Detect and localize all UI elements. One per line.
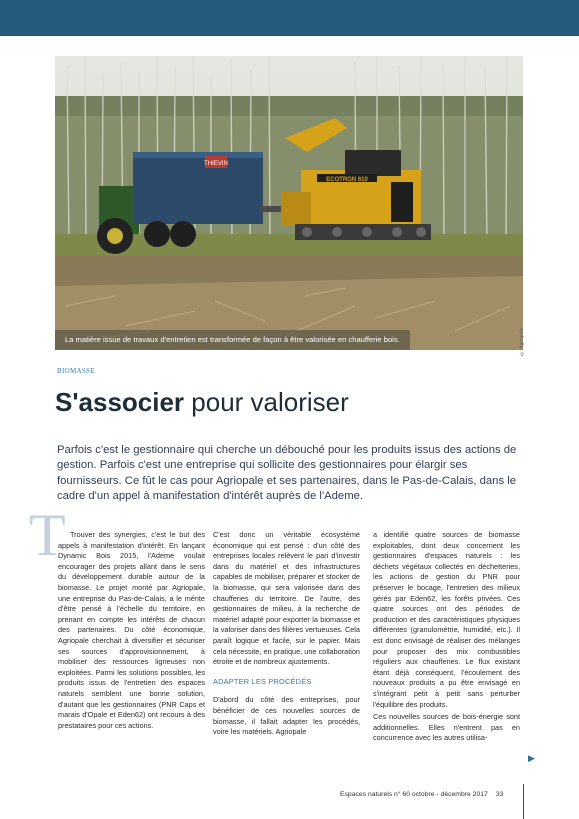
section-subheading: ADAPTER LES PROCÉDÉS	[213, 676, 312, 686]
text-column-2	[213, 530, 360, 738]
footer-divider	[523, 784, 524, 819]
photo-caption: La matière issue de travaux d'entretien est transformée de façon à être valorisée en chaufferie bois.	[55, 330, 410, 350]
harvest-photo-illustration	[55, 56, 523, 350]
paragraph: a identifié quatre sources de biomasse exploitables, dont deux concernent les gestionnaires d'espaces naturels : les déchets végétaux collectés en déchetteries, les actions de gestion du PNR pour préserver le bocage, l'entretien des milieux gérés par Eden62, les forêts privées. Ces quatre sources ont des périodes de production et des caractéristiques physiques différentes (granulométrie, humidité, etc.). Il est donc envisagé de réaliser des mélanges pour proposer des mix combustibles réguliers aux chaufferies. Le flux existant étant déjà conséquent, l'écoulement des nouveaux produits a pu être envisagé en s'intégrant petit à petit sans perturber l'équilibre des produits.	[373, 530, 520, 709]
page-number: 33	[495, 791, 504, 798]
text-column-1	[58, 530, 205, 731]
header-band	[0, 0, 579, 36]
machine-label: ECOTRON 610	[326, 177, 368, 183]
paragraph: C'est donc un véritable écosystème économique qui est pensé : d'un côté des entreprises locales relèvent le pari d'investir dans du matériel et des infrastructures capables de mobiliser, préparer et stocker de la biomasse, qui sera valorisée dans des chaufferies du territoire. De l'autre, des gestionnaires de milieu, à la recherche de matériel adapté pour exporter la biomasse et la valoriser dans des filières vertueuses. Cela paraît logique et facile, sur le papier. Mais cela nécessite, en pratique, une collaboration étroite et de nombreux ajustements.	[213, 530, 360, 667]
trailer-label: THIEVIN	[204, 161, 228, 167]
drop-cap: T	[29, 502, 66, 568]
continue-arrow-icon: ▶	[528, 753, 535, 763]
photo-credit: © Agriopale	[519, 327, 525, 356]
paragraph: Ces nouvelles sources de bois-énergie sont additionnelles. Elles n'entrent pas en concurrence avec les autres utilisa-	[373, 712, 520, 743]
text-column-3	[373, 530, 520, 744]
paragraph: Trouver des synergies, c'est le but des appels à manifestation d'intérêt. En lançant Dynamic Bois 2015, l'Ademe voulait encourager des projets allant dans le sens du développement durable autour de la biomasse. Le projet monté par Agriopale, une entreprise du Pas-de-Calais, a le mérite d'être pensé à l'échelle du territoire, en prenant en compte les intérêts de chacun des partenaires. Du côté économique, Agriopale cherchait à diversifier et sécuriser ses sources d'approvisionnement, à mobiliser des ressources ligneuses non exploitées. Parmi les solutions possibles, les produits issus de l'entretien des espaces naturels semblent une bonne solution, d'autant que les gestionnaires (PNR Caps et marais d'Opale et Eden62) ont recours à des prestataires pour ces actions.	[58, 530, 205, 730]
title-bold: S'associer	[55, 387, 185, 417]
publication-info: Espaces naturels n° 60 octobre - décembre 2017	[340, 791, 488, 798]
section-rubric: BIOMASSE	[57, 367, 95, 375]
paragraph: D'abord du côté des entreprises, pour bénéficier de ces nouvelles sources de biomasse, il fallait adapter les procédés, voire les matériels. Agriopale	[213, 695, 360, 737]
article-lead: Parfois c'est le gestionnaire qui cherche un débouché pour les produits issus des actions de gestion. Parfois c'est une entreprise qui sollicite des gestionnaires pour élargir ses fournisseurs. Ce fût le cas pour Agriopale et ses partenaires, dans le Pas-de-Calais, dans le cadre d'un appel à manifestation d'intérêt auprès de l'Ademe.	[57, 444, 517, 503]
article-photo	[55, 56, 523, 350]
article-title	[55, 387, 349, 418]
page-footer	[340, 791, 503, 798]
title-rest: pour valoriser	[184, 387, 349, 417]
